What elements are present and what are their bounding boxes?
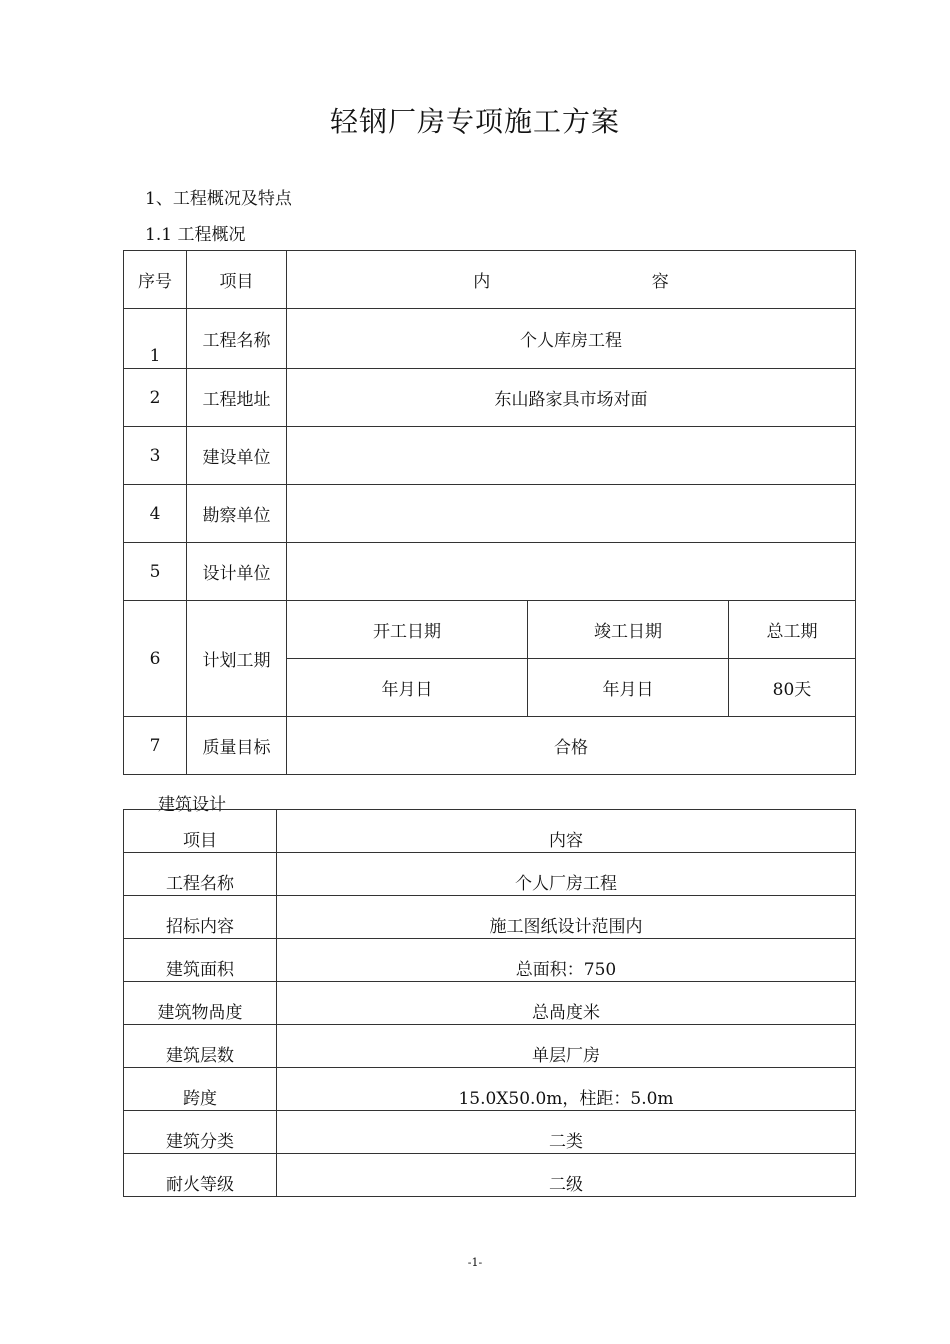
row-value: 合格 bbox=[287, 717, 856, 775]
row-value: 施工图纸设计范围内 bbox=[277, 896, 856, 939]
header-item: 项目 bbox=[124, 810, 277, 853]
row-value: 个人库房工程 bbox=[287, 309, 856, 369]
row-value: 东山路家具市场对面 bbox=[287, 369, 856, 427]
table-row bbox=[124, 369, 856, 427]
row-no: 3 bbox=[124, 427, 187, 485]
row-value: 个人厂房工程 bbox=[277, 853, 856, 896]
row-no: 7 bbox=[124, 717, 187, 775]
row-value: 单层厂房 bbox=[277, 1025, 856, 1068]
table-row bbox=[124, 427, 856, 485]
row-value bbox=[287, 485, 856, 543]
row-no: 2 bbox=[124, 369, 187, 427]
table-row bbox=[124, 717, 856, 775]
row-item: 工程地址 bbox=[187, 369, 287, 427]
row-item: 设计单位 bbox=[187, 543, 287, 601]
table-header-row bbox=[124, 810, 856, 853]
row-item: 建筑物咼度 bbox=[124, 982, 277, 1025]
table-row bbox=[124, 853, 856, 896]
start-date-label: 开工日期 bbox=[287, 601, 528, 659]
row-value: 总咼度米 bbox=[277, 982, 856, 1025]
total-period-label: 总工期 bbox=[729, 601, 856, 659]
row-item: 建筑面积 bbox=[124, 939, 277, 982]
section-heading-1-1: 1.1 工程概况 bbox=[145, 225, 246, 245]
schedule-row bbox=[124, 601, 856, 659]
page-number: -1- bbox=[467, 1256, 483, 1269]
table-row bbox=[124, 1154, 856, 1197]
row-value bbox=[287, 543, 856, 601]
row-item: 工程名称 bbox=[124, 853, 277, 896]
row-item: 计划工期 bbox=[187, 601, 287, 717]
architecture-design-table bbox=[123, 809, 856, 1197]
end-date-label: 竣工日期 bbox=[528, 601, 729, 659]
table-row bbox=[124, 543, 856, 601]
header-content: 内 容 bbox=[287, 251, 856, 309]
section-heading-arch: 建筑设计 bbox=[158, 795, 226, 815]
table-header-row bbox=[124, 251, 856, 309]
row-item: 建筑分类 bbox=[124, 1111, 277, 1154]
row-item: 招标内容 bbox=[124, 896, 277, 939]
row-item: 建设单位 bbox=[187, 427, 287, 485]
table-row bbox=[124, 485, 856, 543]
row-value: 二类 bbox=[277, 1111, 856, 1154]
row-item: 勘察单位 bbox=[187, 485, 287, 543]
table-row bbox=[124, 1111, 856, 1154]
table-row bbox=[124, 309, 856, 369]
table-row bbox=[124, 982, 856, 1025]
total-period-value: 80天 bbox=[729, 659, 856, 717]
table-row bbox=[124, 1068, 856, 1111]
table-row bbox=[124, 939, 856, 982]
row-value: 15.0X50.0m，柱距：5.0m bbox=[277, 1068, 856, 1111]
start-date-value: 年月日 bbox=[287, 659, 528, 717]
header-no: 序号 bbox=[124, 251, 187, 309]
row-value: 二级 bbox=[277, 1154, 856, 1197]
table-row bbox=[124, 896, 856, 939]
header-item: 项目 bbox=[187, 251, 287, 309]
row-item: 耐火等级 bbox=[124, 1154, 277, 1197]
project-overview-table bbox=[123, 250, 856, 775]
row-item: 跨度 bbox=[124, 1068, 277, 1111]
row-no: 6 bbox=[124, 601, 187, 717]
section-heading-1: 1、工程概况及特点 bbox=[145, 189, 292, 209]
end-date-value: 年月日 bbox=[528, 659, 729, 717]
document-title: 轻钢厂房专项施工方案 bbox=[329, 105, 620, 138]
row-item: 质量目标 bbox=[187, 717, 287, 775]
row-value: 总面积：750 bbox=[277, 939, 856, 982]
row-item: 建筑层数 bbox=[124, 1025, 277, 1068]
row-no: 1 bbox=[124, 309, 187, 369]
row-item: 工程名称 bbox=[187, 309, 287, 369]
row-no: 5 bbox=[124, 543, 187, 601]
row-no: 4 bbox=[124, 485, 187, 543]
row-value bbox=[287, 427, 856, 485]
table-row bbox=[124, 1025, 856, 1068]
header-content: 内容 bbox=[277, 810, 856, 853]
